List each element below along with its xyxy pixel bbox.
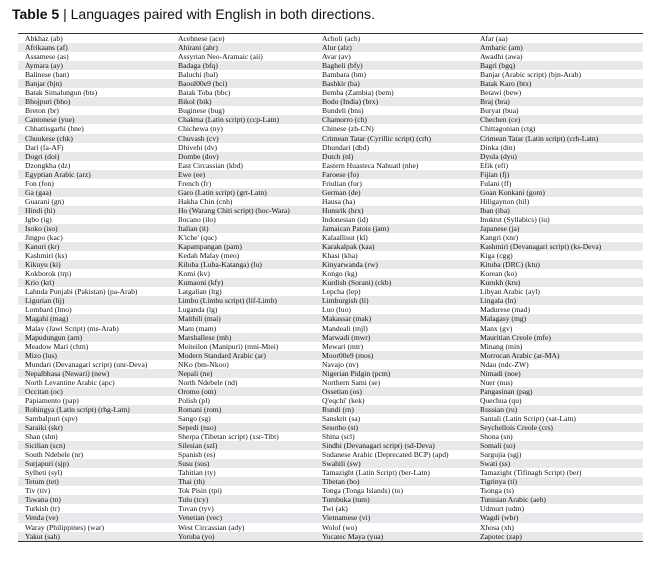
- language-cell: Venetian (vec): [171, 513, 315, 522]
- table-row: [18, 405, 643, 414]
- table-row: [18, 333, 643, 342]
- table-row: [18, 342, 643, 351]
- table-row: [18, 423, 643, 432]
- language-cell: Tahitian (ty): [178, 468, 216, 478]
- language-cell: Ewe (ee): [171, 170, 315, 179]
- language-cell: Acholi (ach): [322, 34, 361, 43]
- language-cell: Ga (gaa): [18, 188, 171, 197]
- language-cell: Meadow Mari (chm): [25, 341, 89, 351]
- language-cell: Malagasy (mg): [473, 314, 643, 323]
- language-cell: Dombe (dov): [171, 152, 315, 161]
- language-cell: Navajo (nv): [322, 359, 359, 369]
- language-cell: Yoruba (yo): [171, 532, 315, 541]
- language-cell: Mewari (mtr): [322, 341, 364, 351]
- language-cell: Northern Sami (se): [322, 377, 381, 387]
- language-cell: Sambalpuri (spv): [25, 413, 78, 423]
- language-cell: Dari (fa-AF): [25, 142, 64, 152]
- table-row: [18, 396, 643, 405]
- language-cell: Lepcha (lep): [322, 287, 361, 297]
- language-cell: Kurukh (kru): [473, 278, 643, 287]
- language-cell: Chichewa (ny): [178, 124, 223, 134]
- language-cell: Banjar (Arabic script) (bjn-Arab): [480, 70, 581, 80]
- language-cell: Polish (pl): [178, 395, 210, 405]
- table-row: [18, 124, 643, 133]
- language-cell: Khasi (kha): [322, 251, 358, 261]
- table-row: [18, 251, 643, 260]
- language-cell: Lingala (ln): [473, 296, 643, 305]
- language-cell: Marwadi (mwr): [315, 333, 473, 342]
- language-cell: Tsonga (ts): [480, 486, 514, 496]
- table-row: [18, 360, 643, 369]
- language-cell: Tiv (tiv): [25, 486, 51, 496]
- language-cell: Efik (efi): [480, 160, 509, 170]
- language-cell: Manx (gv): [480, 323, 513, 333]
- language-cell: Sango (sg): [178, 413, 211, 423]
- language-cell: Tamazight (Tifinagh Script) (ber): [480, 468, 582, 478]
- language-cell: Spanish (es): [178, 450, 216, 460]
- table-row: [18, 369, 643, 378]
- language-cell: Fon (fon): [25, 178, 54, 188]
- language-cell: Faroese (fo): [315, 170, 473, 179]
- table-row: [18, 324, 643, 333]
- language-cell: Ndau (ndc-ZW): [480, 359, 529, 369]
- language-cell: Hiligaynon (hil): [480, 196, 530, 206]
- table-row: [18, 314, 643, 323]
- language-cell: Bemba (Zambia) (bem): [322, 88, 394, 98]
- language-cell: Dzongkha (dz): [25, 160, 71, 170]
- language-cell: Moor00e9 (mos): [315, 351, 473, 360]
- language-cell: Sicilian (scn): [18, 441, 171, 450]
- language-cell: North Ndebele (nd): [178, 377, 238, 387]
- language-cell: Mandeali (mjl): [322, 323, 368, 333]
- language-cell: French (fr): [178, 178, 212, 188]
- language-cell: Goan Konkani (gom): [473, 188, 643, 197]
- table-row: [18, 305, 643, 314]
- caption-separator: |: [59, 6, 71, 22]
- language-cell: Nigerian Pidgin (pcm): [315, 369, 473, 378]
- languages-table-body: [18, 34, 643, 541]
- language-cell: Papiamento (pap): [25, 395, 79, 405]
- language-cell: North Levantine Arabic (apc): [25, 377, 115, 387]
- language-cell: Bodo (India) (brx): [315, 97, 473, 106]
- language-cell: Buryat (bua): [480, 106, 519, 116]
- language-cell: Luo (luo): [322, 305, 351, 315]
- language-cell: Luganda (lg): [178, 305, 218, 315]
- language-cell: Tswana (tn): [18, 495, 171, 504]
- language-cell: Acehnese (ace): [178, 34, 225, 43]
- language-cell: Friulian (fur): [322, 178, 362, 188]
- language-cell: Dinka (din): [480, 142, 516, 152]
- language-cell: Dogri (doi): [18, 152, 171, 161]
- language-cell: Kapampangan (pam): [171, 242, 315, 251]
- language-cell: Kiga (cgg): [480, 251, 513, 261]
- language-cell: Kiluba (Luba-Katanga) (lu): [171, 260, 315, 269]
- language-cell: Wolof (wo): [322, 522, 358, 532]
- language-cell: Korean (ko): [480, 269, 517, 279]
- language-cell: Japanese (ja): [473, 224, 643, 233]
- table-row: [18, 215, 643, 224]
- language-cell: Oromo (om): [171, 387, 315, 396]
- table-row: [18, 513, 643, 522]
- language-cell: Chakma (Latin script) (ccp-Latn): [171, 115, 315, 124]
- language-cell: Marshallese (mh): [171, 333, 315, 342]
- language-cell: Eastern Huasteca Nahuatl (nhe): [322, 160, 419, 170]
- language-cell: Guarani (gn): [25, 196, 65, 206]
- language-cell: Baluchi (bal): [178, 70, 218, 80]
- table-row: [18, 79, 643, 88]
- table-row: [18, 70, 643, 79]
- table-row: [18, 152, 643, 161]
- language-cell: Bundeli (bns): [322, 106, 364, 116]
- language-cell: Egyptian Arabic (arz): [18, 170, 171, 179]
- language-cell: Chamorro (ch): [315, 115, 473, 124]
- language-cell: Udmurt (udm): [480, 504, 525, 514]
- language-cell: West Circassian (ady): [178, 522, 245, 532]
- language-cell: Turkish (tr): [25, 504, 60, 514]
- language-cell: Awadhi (awa): [480, 52, 523, 62]
- table-row: [18, 287, 643, 296]
- language-cell: Sherpa (Tibetan script) (xsr-Tibt): [178, 432, 279, 442]
- language-cell: Aymara (ay): [18, 61, 171, 70]
- language-cell: Ho (Warang Chiti script) (hoc-Wara): [171, 206, 315, 215]
- language-cell: Nimadi (noe): [473, 369, 643, 378]
- language-cell: Dutch (nl): [315, 152, 473, 161]
- language-cell: Bashkir (ba): [315, 79, 473, 88]
- language-cell: Abkhaz (ab): [25, 34, 63, 43]
- language-cell: Nuer (nus): [480, 377, 513, 387]
- table-row: [18, 115, 643, 124]
- table-row: [18, 143, 643, 152]
- language-cell: Chechen (ce): [473, 115, 643, 124]
- table-row: [18, 242, 643, 251]
- language-cell: Baoul00e9 (bci): [171, 79, 315, 88]
- table-row: [18, 432, 643, 441]
- language-cell: Dhundari (dhd): [322, 142, 370, 152]
- language-cell: Swahili (sw): [315, 459, 473, 468]
- table-row: [18, 170, 643, 179]
- table-row: [18, 34, 643, 43]
- language-cell: Minang (min): [480, 341, 523, 351]
- language-cell: Bambara (bm): [322, 70, 367, 80]
- table-row: [18, 296, 643, 305]
- table-row: [18, 278, 643, 287]
- language-cell: Magahi (mag): [18, 314, 171, 323]
- table-row: [18, 88, 643, 97]
- table-caption: [12, 6, 375, 22]
- language-cell: Yakut (sah): [18, 532, 171, 541]
- language-cell: Chinese (zh-CN): [322, 124, 374, 134]
- table-row: [18, 459, 643, 468]
- language-cell: Kashmiri (ks): [25, 251, 67, 261]
- language-cell: Igbo (ig): [25, 214, 52, 224]
- table-row: [18, 532, 643, 541]
- language-cell: Sepedi (nso): [171, 423, 315, 432]
- language-cell: Tumbuka (tum): [315, 495, 473, 504]
- table-row: [18, 477, 643, 486]
- table-row: [18, 387, 643, 396]
- language-cell: Inuktut (Syllabics) (iu): [480, 214, 550, 224]
- language-cell: Bhojpuri (bho): [18, 97, 171, 106]
- language-cell: Assamese (as): [25, 52, 69, 62]
- language-cell: Tetum (tet): [18, 477, 171, 486]
- language-cell: Kangri (xnr): [480, 233, 519, 243]
- language-cell: Afar (aa): [480, 34, 508, 43]
- language-cell: Latgalian (ltg): [178, 287, 222, 297]
- languages-table: [18, 34, 643, 541]
- language-cell: Tigrinya (ti): [473, 477, 643, 486]
- table-row: [18, 504, 643, 513]
- language-cell: Fulani (ff): [480, 178, 512, 188]
- language-cell: Batak Toba (bbc): [178, 88, 231, 98]
- language-cell: Thai (th): [171, 477, 315, 486]
- language-cell: Twi (ak): [322, 504, 348, 514]
- language-cell: Limburgish (li): [315, 296, 473, 305]
- language-cell: Wagdi (wbr): [473, 513, 643, 522]
- language-cell: Assyrian Neo-Aramaic (aii): [178, 52, 263, 62]
- table-row: [18, 134, 643, 143]
- language-cell: K'iche' (quc): [178, 233, 217, 243]
- language-cell: Swati (ss): [473, 459, 643, 468]
- language-cell: Seychellois Creole (crs): [473, 423, 643, 432]
- language-cell: Banjar (bjn): [18, 79, 171, 88]
- language-cell: Mundari (Devanagari script) (unr-Deva): [25, 359, 148, 369]
- language-cell: Morrocan Arabic (ar-MA): [473, 351, 643, 360]
- table-row: [18, 441, 643, 450]
- language-cell: Iban (iba): [473, 206, 643, 215]
- language-cell: Bagri (bgq): [473, 61, 643, 70]
- table-row: [18, 52, 643, 61]
- table-row: [18, 269, 643, 278]
- language-cell: Balinese (ban): [25, 70, 70, 80]
- language-cell: Kanuri (kr): [18, 242, 171, 251]
- table-row: [18, 97, 643, 106]
- language-cell: Badaga (bfq): [171, 61, 315, 70]
- language-cell: South Ndebele (nr): [25, 450, 84, 460]
- language-cell: Tamazight (Latin Script) (ber-Latn): [322, 468, 430, 478]
- table-row: [18, 43, 643, 52]
- language-cell: Krio (kri): [18, 278, 171, 287]
- language-cell: Hausa (ha): [322, 196, 356, 206]
- language-cell: Chuukese (chk): [18, 134, 171, 143]
- table-row: [18, 351, 643, 360]
- language-cell: Quechua (qu): [480, 395, 522, 405]
- language-cell: Crimean Tatar (Latin script) (crh-Latn): [473, 134, 643, 143]
- language-cell: East Circassian (kbd): [178, 160, 243, 170]
- language-cell: Kedah Malay (meo): [178, 251, 240, 261]
- table-number: Table 5: [12, 6, 60, 22]
- language-cell: Nepalbhasa (Newari) (new): [18, 369, 171, 378]
- table-row: [18, 260, 643, 269]
- language-cell: Kituba (DRC) (ktu): [473, 260, 643, 269]
- language-cell: Lombard (lmo): [25, 305, 72, 315]
- language-cell: Chuvash (cv): [171, 134, 315, 143]
- language-cell: Madurese (mad): [480, 305, 530, 315]
- language-cell: Sylheti (syl): [25, 468, 63, 478]
- language-cell: Shina (scl): [322, 432, 355, 442]
- language-cell: Hindi (hi): [18, 206, 171, 215]
- language-cell: Bikol (bik): [171, 97, 315, 106]
- language-cell: Crimean Tatar (Cyrillic script) (crh): [315, 134, 473, 143]
- table-title: Languages paired with English in both directions.: [70, 6, 375, 22]
- language-cell: Kumaoni (kfy): [171, 278, 315, 287]
- table-row: [18, 414, 643, 423]
- table-row: [18, 61, 643, 70]
- language-cell: Italian (it): [171, 224, 315, 233]
- language-cell: Pangasinan (pag): [473, 387, 643, 396]
- language-cell: Shona (sn): [480, 432, 513, 442]
- language-cell: Shan (shn): [25, 432, 58, 442]
- language-cell: Kikuyu (ki): [18, 260, 171, 269]
- language-cell: Libyan Arabic (ayl): [480, 287, 540, 297]
- language-cell: Ligurian (lij): [18, 296, 171, 305]
- language-cell: Saraiki (skr): [18, 423, 171, 432]
- language-cell: Tok Pisin (tpi): [178, 486, 222, 496]
- language-cell: Surjapuri (sjp): [18, 459, 171, 468]
- language-cell: Fijian (fj): [473, 170, 643, 179]
- table-row: [18, 224, 643, 233]
- table-row: [18, 378, 643, 387]
- language-cell: Breton (br): [25, 106, 59, 116]
- language-cell: Braj (bra): [473, 97, 643, 106]
- table-row: [18, 468, 643, 477]
- language-cell: Indonesian (id): [322, 214, 369, 224]
- table-row: [18, 206, 643, 215]
- language-cell: Dhivehi (dv): [178, 142, 218, 152]
- table-row: [18, 450, 643, 459]
- language-cell: Kongo (kg): [322, 269, 358, 279]
- language-cell: Komi (kv): [178, 269, 210, 279]
- language-cell: Zapotec (zap): [473, 532, 643, 541]
- language-cell: Q'eqchi' (kek): [322, 395, 365, 405]
- language-cell: Jamaican Patois (jam): [315, 224, 473, 233]
- language-cell: Sudanese Arabic (Deprecated BCP) (apd): [322, 450, 449, 460]
- table-row: [18, 106, 643, 115]
- language-cell: Venda (ve): [18, 513, 171, 522]
- table-row: [18, 486, 643, 495]
- language-cell: Tibetan (bo): [315, 477, 473, 486]
- language-cell: Sesotho (st): [315, 423, 473, 432]
- language-cell: Jingpo (kac): [25, 233, 63, 243]
- language-cell: Modern Standard Arabic (ar): [171, 351, 315, 360]
- table-row: [18, 179, 643, 188]
- language-cell: Makassar (mak): [315, 314, 473, 323]
- language-cell: Kurdish (Sorani) (ckb): [315, 278, 473, 287]
- table-row: [18, 233, 643, 242]
- language-cell: German (de): [315, 188, 473, 197]
- language-cell: Kinyarwanda (rw): [315, 260, 473, 269]
- language-cell: Rohingya (Latin script) (rhg-Latn): [18, 405, 171, 414]
- language-cell: Hunsrik (hrx): [315, 206, 473, 215]
- language-cell: Santali (Latin Script) (sat-Latn): [480, 413, 576, 423]
- language-cell: Cantonese (yue): [18, 115, 171, 124]
- language-cell: Chittagonian (ctg): [480, 124, 536, 134]
- language-cell: Ilocano (ilo): [178, 214, 216, 224]
- language-cell: Tonga (Tonga Islands) (to): [322, 486, 403, 496]
- language-cell: Bagheli (bfy): [315, 61, 473, 70]
- language-cell: NKo (bm-Nkoo): [178, 359, 229, 369]
- language-cell: Somali (so): [473, 441, 643, 450]
- table-row: [18, 523, 643, 532]
- language-cell: Mauritian Creole (mfe): [473, 333, 643, 342]
- table-row: [18, 495, 643, 504]
- language-cell: Mapudungun (arn): [18, 333, 171, 342]
- language-cell: Yucatec Maya (yua): [315, 532, 473, 541]
- language-cell: Sanskrit (sa): [322, 413, 361, 423]
- language-cell: Avar (av): [322, 52, 351, 62]
- language-cell: Kashmiri (Devanagari script) (ks-Deva): [473, 242, 643, 251]
- language-cell: Amharic (am): [473, 43, 643, 52]
- language-cell: Romani (rom): [171, 405, 315, 414]
- language-cell: Afrikaans (af): [18, 43, 171, 52]
- language-cell: Occitan (oc): [18, 387, 171, 396]
- language-cell: Silesian (szl): [171, 441, 315, 450]
- table-row: [18, 161, 643, 170]
- language-cell: Kalaallisut (kl): [322, 233, 368, 243]
- language-cell: Karakalpak (kaa): [315, 242, 473, 251]
- language-cell: Batak Karo (btx): [473, 79, 643, 88]
- language-cell: Mam (mam): [178, 323, 217, 333]
- table-row: [18, 197, 643, 206]
- language-cell: Ossetian (os): [315, 387, 473, 396]
- language-cell: Tuvan (tyv): [178, 504, 214, 514]
- language-cell: Maithili (mai): [171, 314, 315, 323]
- language-cell: Russian (ru): [473, 405, 643, 414]
- language-cell: Susu (sus): [171, 459, 315, 468]
- language-cell: Vietnamese (vi): [315, 513, 473, 522]
- language-cell: Lahnda Punjabi (Pakistan) (pa-Arab): [25, 287, 138, 297]
- table-bottom-rule: [18, 541, 643, 542]
- language-cell: Xhosa (xh): [480, 522, 514, 532]
- language-cell: Limbu (Limbu script) (lif-Limb): [171, 296, 315, 305]
- table-row: [18, 188, 643, 197]
- language-cell: Tunisian Arabic (aeb): [473, 495, 643, 504]
- language-cell: Garo (Latin script) (grt-Latn): [171, 188, 315, 197]
- language-cell: Ahirani (ahr): [171, 43, 315, 52]
- language-cell: Hakha Chin (cnh): [178, 196, 233, 206]
- language-cell: Surgujia (sgj): [480, 450, 522, 460]
- language-cell: Batak Simalungun (bts): [25, 88, 98, 98]
- language-cell: Rundi (rn): [315, 405, 473, 414]
- languages-table-container: [18, 33, 643, 542]
- language-cell: Malay (Jawi Script) (ms-Arab): [25, 323, 119, 333]
- language-cell: Buginese (bug): [178, 106, 225, 116]
- language-cell: Nepali (ne): [171, 369, 315, 378]
- language-cell: Waray (Philippines) (war): [25, 522, 105, 532]
- language-cell: Chhattisgarhi (hne): [25, 124, 84, 134]
- language-cell: Sindhi (Devanagari script) (sd-Deva): [315, 441, 473, 450]
- language-cell: Kokborok (trp): [25, 269, 72, 279]
- language-cell: Mizo (lus): [18, 351, 171, 360]
- language-cell: Alur (alz): [315, 43, 473, 52]
- language-cell: Tulu (tcy): [171, 495, 315, 504]
- language-cell: Dyula (dyu): [473, 152, 643, 161]
- language-cell: Betawi (bew): [480, 88, 522, 98]
- language-cell: Isoko (iso): [18, 224, 171, 233]
- language-cell: Meiteilon (Manipuri) (mni-Mtei): [178, 341, 279, 351]
